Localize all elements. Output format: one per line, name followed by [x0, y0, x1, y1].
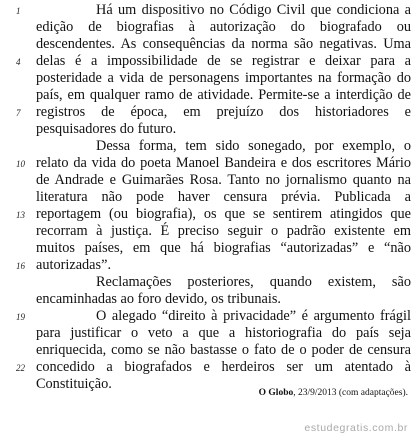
text-line: para justificar o veto a que a historiografia do país seja [36, 325, 411, 341]
line-number: 16 [16, 261, 25, 271]
text-line: país, em qualquer ramo de atividade. Permite-se a interdição de [36, 87, 411, 103]
line-number: 4 [16, 57, 21, 67]
text-line: encaminhadas ao foro devido, os tribunais. [36, 291, 281, 307]
text-line: Dessa forma, tem sido sonegado, por exemplo, o [96, 138, 411, 154]
text-line: Há um dispositivo no Código Civil que condiciona a [96, 2, 411, 18]
text-line: literatura não pode haver censura prévia. Publicada a [36, 189, 411, 205]
line-number: 7 [16, 108, 21, 118]
source-detail: , 23/9/2013 (com adaptações). [293, 388, 408, 398]
source-citation [259, 388, 408, 398]
text-line: descendentes. As consequências da norma são negativas. Uma [36, 36, 411, 52]
watermark: estudegratis.com.br [304, 422, 408, 434]
text-line: autorizadas”. [36, 257, 112, 273]
source-publication: O Globo [258, 388, 294, 398]
text-line: edição de biografias à autorização do biografado ou [36, 19, 411, 35]
line-number: 19 [16, 312, 25, 322]
text-line: reportagem (ou biografia), os que se sentirem atingidos que [36, 206, 411, 222]
line-number: 22 [16, 363, 25, 373]
text-line: posteridade a vida de personagens importantes na formação do [36, 70, 411, 86]
text-line: O alegado “direito à privacidade” é argumento frágil [96, 308, 411, 324]
line-number: 13 [16, 210, 25, 220]
text-line: delas é a impossibilidade de se registrar e deixar para a [36, 53, 411, 69]
text-line: pesquisadores do futuro. [36, 121, 177, 137]
line-number: 1 [16, 6, 21, 16]
text-line: registros de época, em prejuízo dos historiadores e [36, 104, 411, 120]
text-line: Constituição. [36, 376, 112, 392]
text-line: enriquecida, como se não bastasse o fato de o poder de censura [36, 342, 411, 358]
text-line: relato da vida do poeta Manoel Bandeira e dos escritores Mário [36, 155, 411, 171]
text-line: recorram à justiça. É preciso seguir o padrão existente em [36, 223, 411, 239]
text-line: de Andrade e Guimarães Rosa. Tanto no jornalismo quanto na [36, 172, 411, 188]
text-line: Reclamações posteriores, quando existem, são [96, 274, 411, 290]
line-number: 10 [16, 159, 25, 169]
text-line: concedido a biografados e herdeiros ser um atentado à [36, 359, 411, 375]
text-line: muitos países, em que há biografias “autorizadas” e “não [36, 240, 411, 256]
